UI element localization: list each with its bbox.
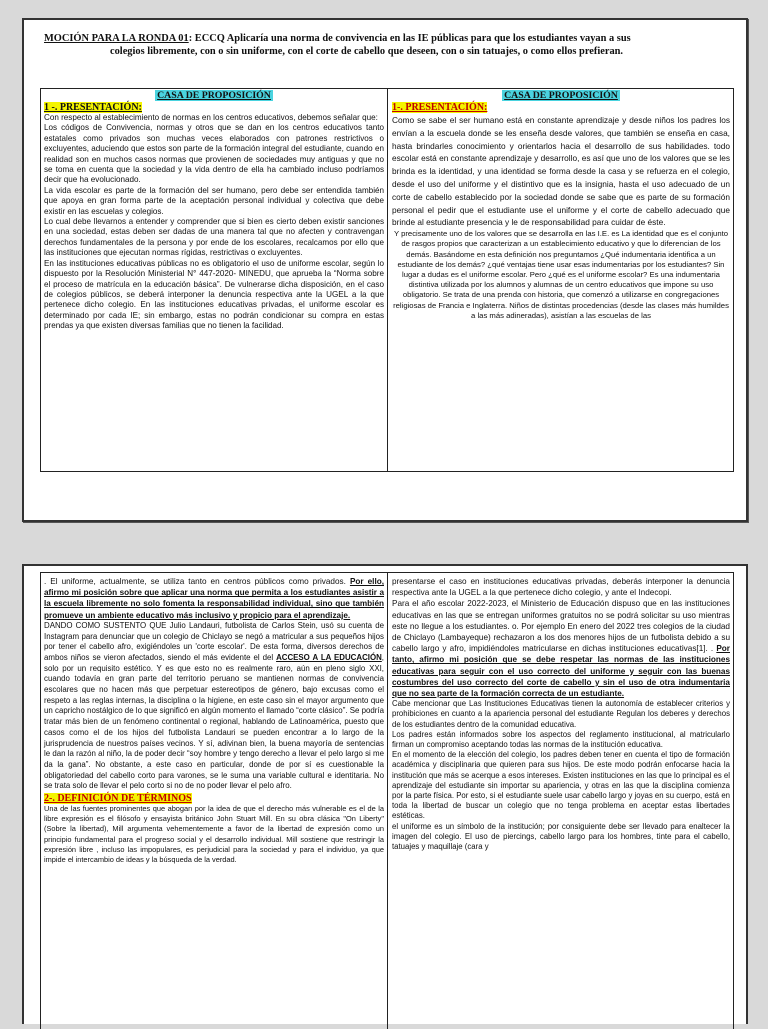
left-column bbox=[41, 89, 388, 471]
motion-label: MOCIÓN PARA LA RONDA 01 bbox=[44, 33, 189, 44]
debate-table-page-1 bbox=[40, 88, 734, 472]
education-access-link[interactable]: ACCESO A LA EDUCACIÓN bbox=[276, 652, 382, 662]
right-house-heading: CASA DE PROPOSICIÓN bbox=[504, 90, 618, 101]
left-body-text bbox=[44, 113, 384, 332]
document-page-2 bbox=[22, 564, 748, 1024]
motion-line-1: : ECCQ Aplicaría una norma de convivencia en las IE públicas para que los estudiantes vayan a sus bbox=[188, 33, 631, 44]
right-body-text-2 bbox=[392, 229, 730, 321]
left-paragraph: La vida escolar es parte de la formación del ser humano, pero debe ser entendida también que apoya en gran forma parte de la aceptación personal individual y colectiva que debe existir en las escuelas y colegios. bbox=[44, 185, 384, 216]
right-paragraph: Los padres están informados sobre los aspectos del reglamento institucional, al matricularlo firman un compromiso aceptando todas las normas de la institución educativa. bbox=[392, 729, 730, 750]
motion-statement bbox=[44, 32, 728, 58]
right-text-block bbox=[392, 576, 730, 699]
left-support-text: DANDO COMO SUSTENTO QUE Julio Landauri, futbolista de Carlos Stein, usó su cuenta de Instagram para denunciar que un colegio de Chiclayo se negó a matricular a sus pequeños hijos por tener el cabello afro, exigiéndoles un 'corte escolar'. De esta forma, diversos derechos de ambos niños se vieron afectados, siendo el más evidente el del ACCESO A LA EDUCACIÓN, solo por un requisito estético. Y es que esto no es realmente raro, aún en pleno siglo XXI, cuando todavía en gran parte del territorio peruano se mantienen normas de convivencia escolares que no hacen más que perpetuar estereotipos de género, bajo excusas como el respeto a las reglas internas, la disciplina o la higiene, en este caso sin el mayor argumento que un capricho nostálgico de lo que significó en algún momento el llamado “corte clásico”. Se podría tratar más bien de un fenómeno continental o regional, hablando de Latinoamérica, puesto que casos como el de los hijos del futbolista Landauri se pueden encontrar a lo largo de la jurisprudencia de nuestros países vecinos. Y sí, adivinan bien, la buena mayoría de sentencias le dan la razón al niño, la de poder decir “soy hombre y tengo derecho a llevar el pelo largo si me da la gana”. No obstante, a este caso en particular, donde de por sí es cuestionable la obligatoriedad del cabello corto para varones, se le suma una variable cultural e identitaria. No se trata solo de llevar el pelo corto si no de no poder llevar el pelo afro. bbox=[44, 620, 384, 791]
definitions-text: Una de las fuentes prominentes que abogan por la idea de que el derecho más vulnerable es el de la libre expresión es el filósofo y ensayista británico John Stuart Mill. En su obra clásica "On Liberty" (Sobre la libertad), Mill argumenta vehementemente a favor de la libertad de expresión como un principio fundamental para el progreso social y el desarrollo individual. Mill sostiene que restringir la expresión libre , incluso las impopulares, es perjudicial para la sociedad y para el individuo, ya que impide el intercambio de ideas y la búsqueda de la verdad. bbox=[44, 804, 384, 865]
right-section-heading: 1-. PRESENTACIÓN: bbox=[392, 102, 488, 113]
document-page-1 bbox=[22, 18, 748, 522]
right-paragraph: presentarse el caso en instituciones educativas privadas, deberás interponer la denuncia respectiva ante la UGEL a la que pertenece dicho colegio, y ante el Indecopi. bbox=[392, 577, 730, 598]
right-text-block-2 bbox=[392, 699, 730, 852]
support-lead: DANDO COMO SUSTENTO QUE bbox=[44, 620, 170, 630]
counter-position-statement: Por tanto, afirmo mi posición que se debe respetar las normas de las instituciones educativas para seguir con el uso correcto del uniforme y seguir con las buenas costumbres del uso correcto del corte de cabello y sin el uso de otra indumentaria que no sea parte de la formación correcta de un estudiante. bbox=[392, 644, 730, 699]
right-paragraph-main: Como se sabe el ser humano está en constante aprendizaje y desde niños los padres los envían a la escuela donde se les enseña desde valores, que también se enseña en casa, hasta brindarles conocimiento y orientarlos hacia el desarrollo de sus habilidades. todo escolar está en constante aprendizaje y desarrollo, es así que uno de los valores que se les brinda es la identidad, y una identidad se forma desde la casa y se refuerza en el colegio, desde el uso del uniforme y el distintivo que es la insignia, hasta el uso adecuado de un corte de cabello establecido por la sociedad donde se sabe que es parte de su formación personal el pedir que el estudiante use el uniforme y el corte de cabello adecuado que brinde al estudiante presencia y le de responsabilidad para cuidar de éste. bbox=[392, 115, 730, 228]
left-paragraph: Lo cual debe llevarnos a entender y comprender que si bien es cierto deben existir sanciones en una sociedad, estas deben ser dadas de una manera tal que no afecten y contravengan derechos fundamentales de la persona y por ende de los escolares, recalcamos por ello que las instituciones que ejecutan normas rígidas, restrictivas o excluyentes. bbox=[44, 217, 384, 258]
left-section-heading: 1 -. PRESENTACIÓN: bbox=[44, 102, 142, 113]
left-house-heading: CASA DE PROPOSICIÓN bbox=[157, 90, 271, 101]
right-paragraph: En el momento de la elección del colegio, los padres deben tener en cuenta el tipo de formación académica y disciplinaria que quieren para sus hijos. De este modo podrán enfocarse hacia la institución que más se acerque a esos intereses. Existen instituciones en las que lo principal es el aprendizaje del estudiante sin importar su apariencia, y otras en las que la disciplina comienza por la parte física. Por esto, si el estudiante suele usar cabello largo y joyas en su cuerpo, está en toda la libertad de buscar un colegio que no tenga problema en aceptar estas libertades estéticas. bbox=[392, 750, 730, 821]
left-paragraph: En las instituciones educativas públicas no es obligatorio el uso de uniforme escolar, según lo dispuesto por la Resolución Ministerial N° 447-2020- MINEDU, que aprueba la “Norma sobre el proceso de matrícula en la educación básica”. De vulnerarse dicha disposición, en el caso de colegios públicos, se deberá interponer la denuncia respectiva ante la UGEL a la que pertenece dicho colegio. En las instituciones educativas privadas, el uniforme escolar es determinado por cada IE; sin embargo, estas no podrán condicionar su compra en estas prendas ya que existen diversas familias que no tienen la facilidad. bbox=[44, 258, 384, 331]
left-column-page-2 bbox=[41, 573, 388, 1029]
debate-table-page-2 bbox=[40, 572, 734, 1029]
left-paragraph: Con respecto al establecimiento de normas en los centros educativos, debemos señalar que: bbox=[44, 113, 378, 122]
right-paragraph: Para el año escolar 2022-2023, el Ministerio de Educación dispuso que en las instituciones educativas en las que se entregan uniformes gratuitos no se podrá solicitar su uso mientras este no llegue a los estudiantes. o. Por ejemplo En enero del 2022 tres colegios de la ciudad de Chiclayo (Lambayeque) rechazaron a los dos menores hijos de un futbolista debido a su cabello largo y afro, impidiéndoles matricularse en dichas instituciones educativas[1]. . Por tanto, afirmo mi posición que se debe respetar las normas de las instituciones educativas para seguir con el uso correcto del uniforme y seguir con las buenas costumbres del uso correcto del corte de cabello y sin el uso de otra indumentaria que no sea parte de la formación correcta de un estudiante. bbox=[392, 599, 730, 699]
motion-line-2: colegios libremente, con o sin uniforme, con el corte de cabello que deseen, con o sin tatuajes, o como ellos prefieran. bbox=[110, 46, 624, 57]
right-column-page-2 bbox=[388, 573, 733, 1029]
left-paragraph: Los códigos de Convivencia, normas y otros que se dan en los centros educativos tanto estatales como privados son muchas veces elaborados con patrones restrictivos o excluyentes, aduciendo que estos son parte de la formación integral del estudiante, cuando en realidad son en muchos casos normas que provienen de sociedades muy antiguas y que no se toma en cuenta que la sociedad y la vida dentro de ella ha cambiado incluso podríamos decir que ha evolucionado. bbox=[44, 123, 384, 185]
left-intro-text: . El uniforme, actualmente, se utiliza tanto en centros públicos como privados. Por ello, afirmo mi posición sobre que aplicar una norma que permita a los estudiantes asistir a la escuela libremente no solo fomenta la responsabilidad individual, sino que también promueve un ambiente educativo más inclusivo y propicio para el aprendizaje. bbox=[44, 577, 384, 620]
right-paragraph: Cabe mencionar que Las Instituciones Educativas tienen la autonomía de establecer criterios y prohibiciones en cuanto a la apariencia personal del estudiante Regulan los deberes y derechos de los estudiantes dentro de la comunidad educativa. bbox=[392, 699, 730, 729]
right-paragraph-second: Y precisamente uno de los valores que se desarrolla en las I.E. es La identidad que es el conjunto de rasgos propios que caracterizan a un establecimiento educativo y que lo diferencian de los demás. Basándome en esta definición nos preguntamos ¿Qué indumentaria identifica a un estudiante de los demás? ¿qué ventajas tiene usar esas indumentarias por los estudiantes? Sin lugar a dudas es el uniforme escolar. Pero ¿qué es el uniforme escolar? Es una indumentaria distintiva utilizada por los alumnos y alumnas de un centro educativos que impone su uso obligatorio. Se trata de una prenda con historia, que comenzó a utilizarse en congregaciones religiosas de Francia e Inglaterra. Niños de distintas procedencias (desde las clases más humildes a las más adineradas), asistían a las escuelas de las bbox=[393, 229, 729, 320]
right-body-text bbox=[392, 114, 730, 229]
definitions-heading: 2-. DEFINICIÓN DE TÉRMINOS bbox=[44, 793, 192, 805]
right-column bbox=[388, 89, 733, 471]
right-paragraph: el uniforme es un símbolo de la institución; por consiguiente debe ser llevado para enaltecer la imagen del colegio. El uso de piercings, cabello largo para los hombres, tinte para el cabello, tatuajes y maquillaje (cara y bbox=[392, 821, 730, 852]
position-statement: Por ello, afirmo mi posición sobre que aplicar una norma que permita a los estudiantes asistir a la escuela libremente no solo fomenta la responsabilidad individual, sino que también promueve un ambiente educativo más inclusivo y propicio para el aprendizaje. bbox=[44, 577, 384, 620]
